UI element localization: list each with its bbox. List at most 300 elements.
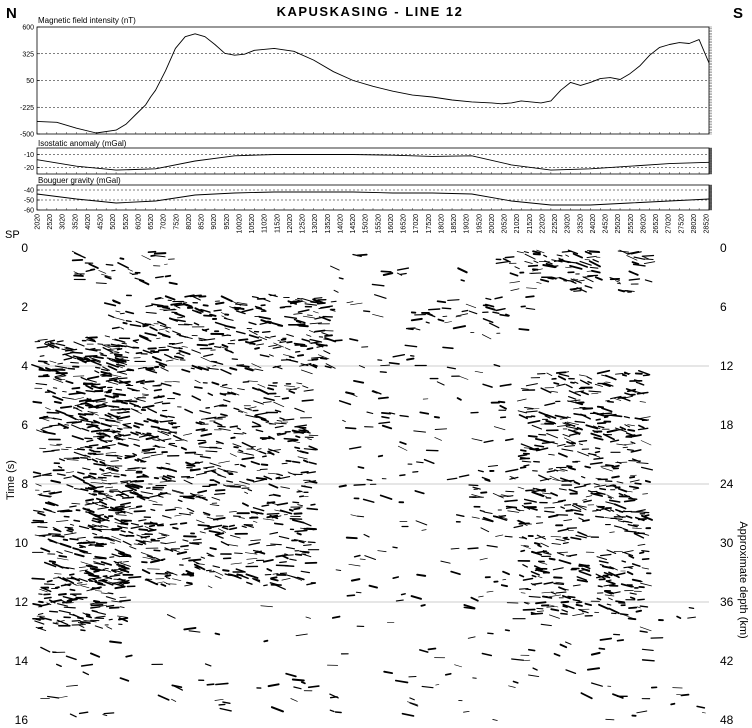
seismic-reflection bbox=[78, 472, 84, 474]
bouguer-frame bbox=[37, 185, 709, 210]
seismic-reflection bbox=[110, 642, 121, 643]
seismic-reflection bbox=[232, 359, 237, 360]
seismic-reflection bbox=[194, 454, 202, 455]
seismic-reflection bbox=[64, 428, 68, 429]
seismic-reflection bbox=[529, 266, 538, 267]
seismic-reflection bbox=[89, 264, 98, 268]
seismic-reflection bbox=[161, 368, 168, 372]
seismic-reflection bbox=[532, 613, 536, 614]
seismic-reflection bbox=[67, 656, 77, 659]
seismic-reflection bbox=[315, 331, 325, 332]
seismic-reflection bbox=[592, 393, 599, 394]
seismic-reflection bbox=[66, 381, 72, 383]
seismic-reflection bbox=[154, 550, 160, 551]
seismic-reflection bbox=[237, 332, 245, 334]
seismic-reflection bbox=[268, 452, 273, 455]
seismic-reflection bbox=[45, 598, 51, 599]
seismic-reflection bbox=[210, 531, 220, 533]
seismic-reflection bbox=[682, 695, 689, 696]
seismic-reflection bbox=[494, 427, 505, 430]
seismic-reflection bbox=[381, 271, 391, 272]
seismic-reflection bbox=[247, 558, 257, 559]
seismic-reflection bbox=[538, 576, 542, 577]
seismic-reflection bbox=[308, 542, 315, 543]
seismic-reflection bbox=[151, 454, 163, 456]
seismic-reflection bbox=[163, 307, 170, 308]
seismic-reflection bbox=[607, 581, 615, 584]
seismic-reflection bbox=[118, 378, 127, 379]
seismic-reflection bbox=[109, 315, 114, 317]
seismic-reflection bbox=[519, 455, 527, 457]
seismic-reflection bbox=[90, 474, 96, 475]
seismic-reflection bbox=[155, 402, 163, 404]
seismic-reflection bbox=[110, 575, 120, 576]
seismic-reflection bbox=[110, 557, 114, 558]
seismic-reflection bbox=[143, 449, 155, 450]
seismic-reflection bbox=[144, 452, 156, 453]
seismic-reflection bbox=[64, 540, 67, 541]
shotpoint-tick: 6520 bbox=[148, 214, 156, 230]
seismic-reflection bbox=[490, 323, 499, 328]
seismic-reflection bbox=[697, 706, 704, 708]
time-tick: 14 bbox=[14, 654, 28, 668]
time-tick: 6 bbox=[21, 418, 28, 432]
seismic-reflection bbox=[383, 426, 391, 429]
magnetic-line bbox=[37, 34, 709, 133]
seismic-reflection bbox=[524, 252, 528, 253]
seismic-reflection bbox=[105, 517, 108, 519]
seismic-reflection bbox=[87, 440, 93, 441]
seismic-reflection bbox=[555, 654, 560, 656]
seismic-reflection bbox=[610, 532, 615, 533]
seismic-reflection bbox=[166, 296, 175, 299]
seismic-reflection bbox=[238, 389, 245, 390]
seismic-reflection bbox=[137, 476, 145, 477]
seismic-reflection bbox=[243, 433, 246, 434]
seismic-reflection bbox=[55, 402, 61, 403]
seismic-reflection bbox=[458, 398, 461, 400]
seismic-reflection bbox=[215, 347, 221, 348]
seismic-reflection bbox=[93, 459, 98, 461]
shotpoint-tick: 27520 bbox=[678, 214, 686, 234]
depth-tick: 30 bbox=[720, 536, 734, 550]
seismic-reflection bbox=[115, 339, 125, 342]
seismic-reflection bbox=[94, 357, 103, 359]
seismic-reflection bbox=[216, 323, 226, 326]
seismic-reflection bbox=[55, 378, 61, 380]
seismic-reflection bbox=[559, 500, 566, 501]
seismic-reflection bbox=[347, 302, 353, 303]
seismic-reflection bbox=[98, 344, 103, 345]
seismic-reflection bbox=[232, 301, 240, 305]
seismic-reflection bbox=[445, 322, 452, 323]
seismic-reflection bbox=[277, 420, 281, 421]
seismic-reflection bbox=[630, 480, 639, 482]
seismic-reflection bbox=[559, 374, 568, 376]
seismic-reflection bbox=[50, 361, 56, 363]
seismic-reflection bbox=[255, 348, 259, 349]
seismic-reflection bbox=[567, 466, 572, 467]
seismic-reflection bbox=[86, 499, 93, 500]
seismic-reflection bbox=[584, 500, 591, 502]
seismic-reflection bbox=[134, 426, 139, 428]
seismic-reflection bbox=[173, 381, 180, 382]
seismic-reflection bbox=[346, 392, 354, 394]
seismic-reflection bbox=[561, 507, 564, 508]
seismic-reflection bbox=[518, 411, 526, 413]
seismic-reflection bbox=[562, 610, 567, 612]
time-tick: 16 bbox=[14, 713, 28, 727]
seismic-reflection bbox=[569, 555, 577, 556]
seismic-reflection bbox=[140, 435, 149, 437]
shotpoint-tick: 13520 bbox=[324, 214, 332, 234]
seismic-reflection bbox=[575, 513, 583, 515]
seismic-reflection bbox=[303, 554, 311, 557]
seismic-reflection bbox=[155, 253, 166, 254]
seismic-reflection bbox=[86, 614, 89, 615]
seismic-reflection bbox=[163, 478, 167, 480]
seismic-reflection bbox=[249, 322, 256, 324]
seismic-reflection bbox=[267, 545, 276, 546]
seismic-reflection bbox=[179, 513, 190, 515]
seismic-reflection bbox=[564, 520, 572, 521]
seismic-reflection bbox=[488, 633, 493, 634]
seismic-reflection bbox=[113, 317, 124, 320]
seismic-reflection bbox=[109, 406, 119, 407]
seismic-reflection bbox=[269, 684, 279, 686]
seismic-reflection bbox=[115, 381, 118, 382]
seismic-reflection bbox=[543, 493, 551, 494]
shotpoint-tick: 9520 bbox=[223, 214, 231, 230]
seismic-reflection bbox=[33, 604, 41, 606]
seismic-reflection bbox=[298, 299, 302, 300]
seismic-reflection bbox=[380, 372, 386, 373]
seismic-reflection bbox=[257, 478, 267, 479]
seismic-reflection bbox=[92, 611, 97, 612]
seismic-reflection bbox=[101, 593, 107, 594]
seismic-reflection bbox=[545, 403, 555, 405]
seismic-reflection bbox=[281, 487, 290, 489]
seismic-reflection bbox=[594, 438, 602, 440]
seismic-reflection bbox=[642, 568, 649, 569]
seismic-reflection bbox=[586, 604, 592, 605]
seismic-reflection bbox=[108, 382, 118, 385]
seismic-reflection bbox=[247, 574, 258, 578]
seismic-reflection bbox=[540, 562, 547, 564]
seismic-reflection bbox=[130, 325, 140, 327]
seismic-reflection bbox=[61, 407, 71, 408]
seismic-reflection bbox=[95, 557, 106, 559]
seismic-reflection bbox=[143, 570, 150, 573]
seismic-reflection bbox=[293, 441, 300, 442]
seismic-reflection bbox=[58, 696, 67, 698]
seismic-reflection bbox=[285, 554, 288, 555]
seismic-reflection bbox=[248, 381, 258, 382]
seismic-reflection bbox=[109, 510, 119, 511]
seismic-reflection bbox=[286, 575, 296, 578]
seismic-reflection bbox=[184, 628, 195, 630]
seismic-reflection bbox=[577, 602, 582, 603]
seismic-reflection bbox=[175, 357, 183, 359]
seismic-reflection bbox=[159, 493, 167, 494]
depth-tick: 0 bbox=[720, 241, 727, 255]
seismic-reflection bbox=[633, 580, 641, 582]
time-axis-label: Time (s) bbox=[5, 460, 17, 500]
seismic-reflection bbox=[436, 684, 439, 685]
seismic-reflection bbox=[123, 497, 134, 498]
seismic-reflection bbox=[274, 343, 284, 347]
seismic-reflection bbox=[303, 552, 309, 553]
seismic-reflection bbox=[38, 628, 42, 629]
seismic-reflection bbox=[546, 421, 554, 423]
seismic-reflection bbox=[197, 564, 205, 565]
shotpoint-tick: 19520 bbox=[476, 214, 484, 234]
seismic-reflection bbox=[526, 490, 534, 491]
seismic-reflection bbox=[523, 565, 527, 567]
seismic-reflection bbox=[526, 288, 536, 289]
seismic-reflection bbox=[101, 424, 111, 427]
seismic-reflection bbox=[73, 260, 83, 261]
seismic-reflection bbox=[166, 360, 173, 361]
seismic-reflection bbox=[149, 500, 158, 502]
shotpoint-tick: 24020 bbox=[589, 214, 597, 234]
seismic-reflection bbox=[565, 505, 571, 506]
seismic-reflection bbox=[91, 482, 102, 483]
seismic-reflection bbox=[396, 681, 408, 683]
seismic-reflection bbox=[289, 391, 294, 393]
seismic-reflection bbox=[201, 357, 212, 362]
seismic-reflection bbox=[187, 478, 194, 479]
seismic-reflection bbox=[235, 553, 243, 554]
shotpoint-tick: 9020 bbox=[211, 214, 219, 230]
seismic-reflection bbox=[104, 713, 114, 714]
seismic-reflection bbox=[115, 467, 118, 468]
shotpoint-tick: 25020 bbox=[615, 214, 623, 234]
seismic-reflection bbox=[393, 547, 397, 548]
seismic-reflection bbox=[219, 461, 230, 463]
seismic-reflection bbox=[600, 489, 605, 490]
seismic-reflection bbox=[102, 472, 111, 474]
seismic-reflection bbox=[324, 351, 330, 354]
seismic-reflection bbox=[589, 491, 593, 492]
seismic-reflection bbox=[65, 425, 69, 426]
seismic-reflection bbox=[469, 311, 477, 314]
seismic-reflection bbox=[606, 719, 614, 720]
seismic-reflection bbox=[81, 586, 89, 588]
seismic-reflection bbox=[335, 340, 342, 341]
seismic-reflection bbox=[287, 359, 298, 362]
seismic-reflection bbox=[638, 599, 644, 600]
seismic-reflection bbox=[410, 698, 415, 700]
depth-tick: 24 bbox=[720, 477, 734, 491]
seismic-reflection bbox=[272, 707, 283, 711]
seismic-reflection bbox=[365, 556, 376, 560]
seismic-reflection bbox=[110, 608, 119, 609]
seismic-reflection bbox=[596, 452, 600, 453]
seismic-reflection bbox=[94, 571, 99, 572]
seismic-reflection bbox=[177, 353, 180, 354]
seismic-reflection bbox=[455, 665, 462, 667]
seismic-reflection bbox=[585, 566, 590, 568]
shotpoint-tick: 23520 bbox=[577, 214, 585, 234]
seismic-reflection bbox=[616, 374, 623, 375]
seismic-reflection bbox=[598, 371, 610, 374]
seismic-reflection bbox=[520, 575, 524, 577]
seismic-reflection bbox=[66, 472, 73, 473]
seismic-reflection bbox=[149, 252, 156, 253]
seismic-reflection bbox=[96, 582, 103, 584]
seismic-reflection bbox=[566, 510, 572, 511]
seismic-reflection bbox=[510, 476, 514, 477]
seismic-reflection bbox=[468, 548, 478, 549]
seismic-reflection bbox=[195, 387, 202, 388]
seismic-reflection bbox=[608, 497, 611, 498]
seismic-reflection bbox=[72, 425, 81, 429]
seismic-reflection bbox=[38, 513, 45, 515]
seismic-reflection bbox=[483, 384, 492, 387]
seismic-reflection bbox=[131, 409, 141, 414]
seismic-reflection bbox=[421, 605, 424, 606]
seismic-reflection bbox=[539, 434, 546, 435]
seismic-reflection bbox=[403, 714, 414, 716]
seismic-reflection bbox=[43, 426, 52, 428]
seismic-reflection bbox=[496, 262, 508, 264]
seismic-reflection bbox=[587, 377, 592, 379]
seismic-reflection bbox=[472, 439, 482, 441]
seismic-reflection bbox=[85, 438, 92, 439]
seismic-reflection bbox=[90, 485, 95, 487]
seismic-reflection bbox=[446, 674, 451, 675]
shotpoint-tick: 19020 bbox=[463, 214, 471, 234]
seismic-reflection bbox=[506, 439, 513, 440]
time-tick: 10 bbox=[14, 536, 28, 550]
seismic-reflection bbox=[264, 398, 274, 400]
seismic-reflection bbox=[100, 353, 103, 354]
seismic-reflection bbox=[637, 611, 642, 612]
seismic-reflection bbox=[624, 553, 633, 556]
seismic-reflection bbox=[260, 452, 266, 454]
seismic-reflection bbox=[538, 545, 541, 546]
seismic-reflection bbox=[64, 477, 71, 478]
seismic-reflection bbox=[170, 283, 177, 284]
seismic-reflection bbox=[521, 551, 524, 552]
seismic-reflection bbox=[560, 278, 566, 280]
seismic-reflection bbox=[151, 561, 159, 563]
seismic-reflection bbox=[269, 385, 277, 386]
seismic-reflection bbox=[111, 461, 119, 462]
seismic-reflection bbox=[566, 427, 578, 429]
seismic-reflection bbox=[598, 407, 603, 408]
seismic-reflection bbox=[566, 280, 573, 281]
seismic-reflection bbox=[145, 333, 156, 335]
seismic-reflection bbox=[135, 342, 138, 343]
seismic-reflection bbox=[86, 349, 97, 351]
seismic-reflection bbox=[563, 543, 568, 544]
seismic-reflection bbox=[585, 286, 592, 288]
seismic-reflection bbox=[616, 601, 624, 602]
seismic-reflection bbox=[46, 340, 55, 342]
seismic-reflection bbox=[293, 462, 300, 463]
seismic-reflection bbox=[487, 591, 493, 592]
seismic-reflection bbox=[469, 485, 478, 486]
seismic-reflection bbox=[173, 528, 178, 529]
depth-tick: 6 bbox=[720, 300, 727, 314]
seismic-reflection bbox=[237, 365, 249, 366]
seismic-reflection bbox=[184, 549, 188, 550]
seismic-reflection bbox=[544, 255, 547, 256]
seismic-reflection bbox=[50, 561, 55, 562]
seismic-reflection bbox=[224, 318, 233, 320]
seismic-reflection bbox=[105, 415, 111, 417]
seismic-reflection bbox=[166, 509, 176, 510]
seismic-reflection bbox=[120, 600, 130, 601]
seismic-reflection bbox=[572, 442, 575, 443]
seismic-reflection bbox=[252, 462, 260, 465]
seismic-reflection bbox=[331, 697, 338, 698]
shotpoint-tick: 2020 bbox=[34, 214, 42, 230]
seismic-reflection bbox=[123, 561, 129, 562]
seismic-reflection bbox=[59, 611, 70, 613]
seismic-reflection bbox=[426, 322, 429, 323]
seismic-reflection bbox=[298, 457, 307, 459]
seismic-reflection bbox=[579, 444, 582, 445]
seismic-reflection bbox=[170, 524, 176, 525]
seismic-reflection bbox=[146, 312, 156, 313]
seismic-reflection bbox=[563, 434, 570, 436]
seismic-reflection bbox=[79, 567, 85, 568]
seismic-reflection bbox=[566, 267, 572, 268]
shotpoint-tick: 6020 bbox=[135, 214, 143, 230]
seismic-reflection bbox=[63, 391, 67, 392]
seismic-reflection bbox=[153, 489, 163, 490]
seismic-reflection bbox=[282, 463, 287, 464]
depth-tick: 42 bbox=[720, 654, 734, 668]
seismic-reflection bbox=[96, 458, 105, 461]
seismic-reflection bbox=[110, 543, 114, 544]
seismic-reflection bbox=[150, 529, 154, 530]
seismic-reflection bbox=[68, 368, 74, 369]
bouguer-ytick: -60 bbox=[23, 207, 34, 215]
seismic-reflection bbox=[200, 411, 210, 414]
seismic-reflection bbox=[281, 510, 292, 513]
seismic-reflection bbox=[261, 606, 273, 607]
seismic-reflection bbox=[129, 532, 133, 533]
seismic-reflection bbox=[588, 668, 599, 670]
seismic-reflection bbox=[59, 556, 66, 557]
seismic-reflection bbox=[81, 630, 85, 631]
seismic-reflection bbox=[600, 561, 609, 563]
seismic-reflection bbox=[73, 548, 78, 550]
seismic-reflection bbox=[86, 447, 92, 448]
seismic-reflection bbox=[263, 402, 271, 403]
seismic-reflection bbox=[297, 491, 301, 492]
seismic-reflection bbox=[532, 425, 541, 429]
seismic-reflection bbox=[117, 421, 123, 422]
seismic-reflection bbox=[547, 373, 552, 376]
seismic-reflection bbox=[533, 583, 542, 584]
seismic-reflection bbox=[642, 467, 653, 470]
seismic-reflection bbox=[208, 368, 218, 369]
seismic-reflection bbox=[73, 436, 84, 439]
seismic-reflection bbox=[415, 491, 424, 494]
seismic-reflection bbox=[288, 472, 295, 475]
shotpoint-tick: 24520 bbox=[602, 214, 610, 234]
seismic-reflection bbox=[95, 591, 101, 592]
seismic-reflection bbox=[641, 583, 652, 586]
seismic-reflection bbox=[91, 653, 99, 656]
seismic-reflection bbox=[251, 340, 262, 342]
seismic-reflection bbox=[146, 368, 153, 369]
